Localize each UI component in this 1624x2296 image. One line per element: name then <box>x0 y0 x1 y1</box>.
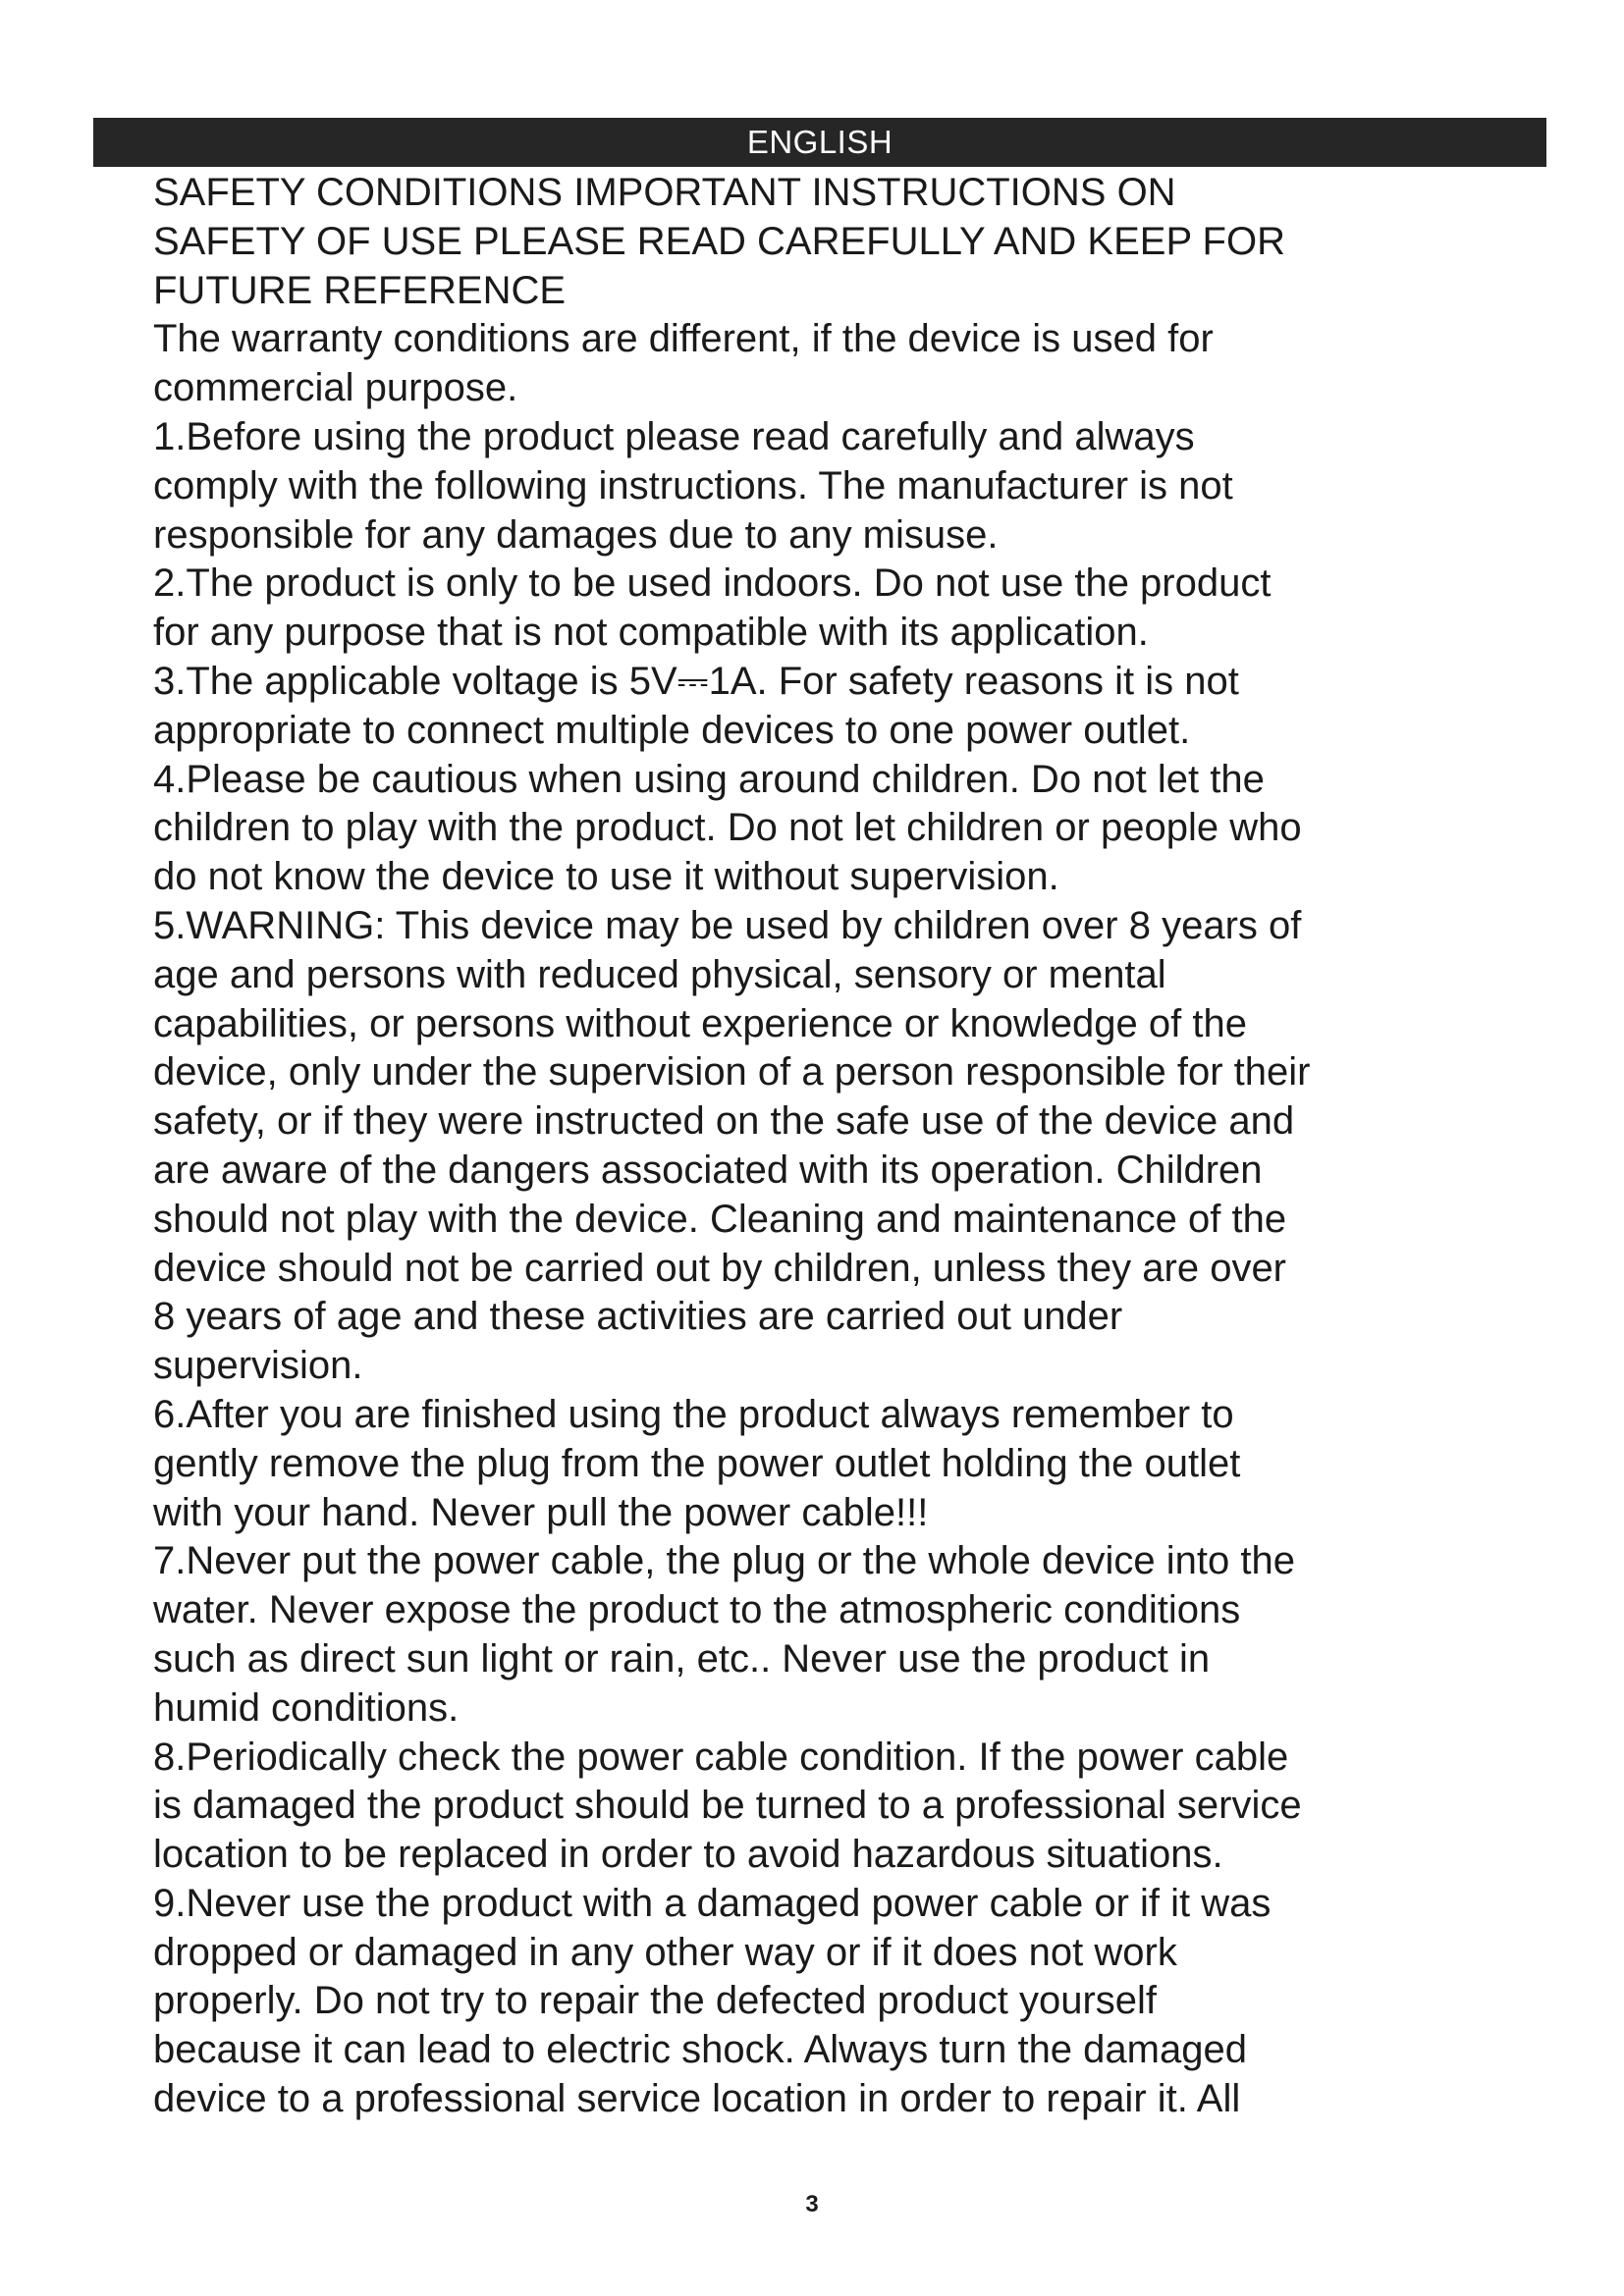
instruction-item-8: 8.Periodically check the power cable condition. If the power cable is damaged the product should be turned to a professional service location to be replaced in order to avoid hazardous situations. <box>153 1735 1302 1877</box>
instruction-item-7: 7.Never put the power cable, the plug or the whole device into the water. Never expose the product to the atmospheric conditions such as direct sun light or rain, etc.. Never use the product in humid conditions. <box>153 1539 1295 1730</box>
language-header-bar <box>93 118 1546 167</box>
instruction-item-5: 5.WARNING: This device may be used by children over 8 years of age and persons with reduced physical, sensory or mental capabilities, or persons without experience or knowledge of the device, only under the supervision of a person responsible for their safety, or if they were instructed on the safe use of the device and are aware of the dangers associated with its operation. Children should not play with the device. Cleaning and maintenance of the device should not be carried out by children, unless they are over 8 years of age and these activities are carried out under supervision. <box>153 903 1311 1388</box>
document-title: SAFETY CONDITIONS IMPORTANT INSTRUCTIONS ON SAFETY OF USE PLEASE READ CAREFULLY AND KEEP FOR FUTURE REFERENCE <box>153 171 1285 312</box>
language-label: ENGLISH <box>746 124 893 160</box>
page-number: 3 <box>805 2191 819 2217</box>
instruction-item-1: 1.Before using the product please read carefully and always comply with the following instructions. The manufacturer is not responsible for any damages due to any misuse. <box>153 414 1233 557</box>
warranty-intro: The warranty conditions are different, if the device is used for commercial purpose. <box>153 317 1214 410</box>
instruction-item-6: 6.After you are finished using the product always remember to gently remove the plug from the power outlet holding the outlet with your hand. Never pull the power cable!!! <box>153 1392 1241 1534</box>
instruction-item-4: 4.Please be cautious when using around children. Do not let the children to play with the product. Do not let children or people who do not know the device to use it without supervision. <box>153 757 1302 899</box>
instruction-item-9: 9.Never use the product with a damaged power cable or if it was dropped or damaged in any other way or if it does not work properly. Do not try to repair the defected product yourself because it can lead to electric shock. Always turn the damaged device to a professional service location in order to repair it. All <box>153 1881 1272 2121</box>
instruction-item-3: 3.The applicable voltage is 5V⎓1A. For safety reasons it is not appropriate to connect multiple devices to one power outlet. <box>153 659 1239 752</box>
safety-instructions-body <box>153 169 1528 2124</box>
instruction-item-2: 2.The product is only to be used indoors. Do not use the product for any purpose that is not compatible with its application. <box>153 561 1272 655</box>
